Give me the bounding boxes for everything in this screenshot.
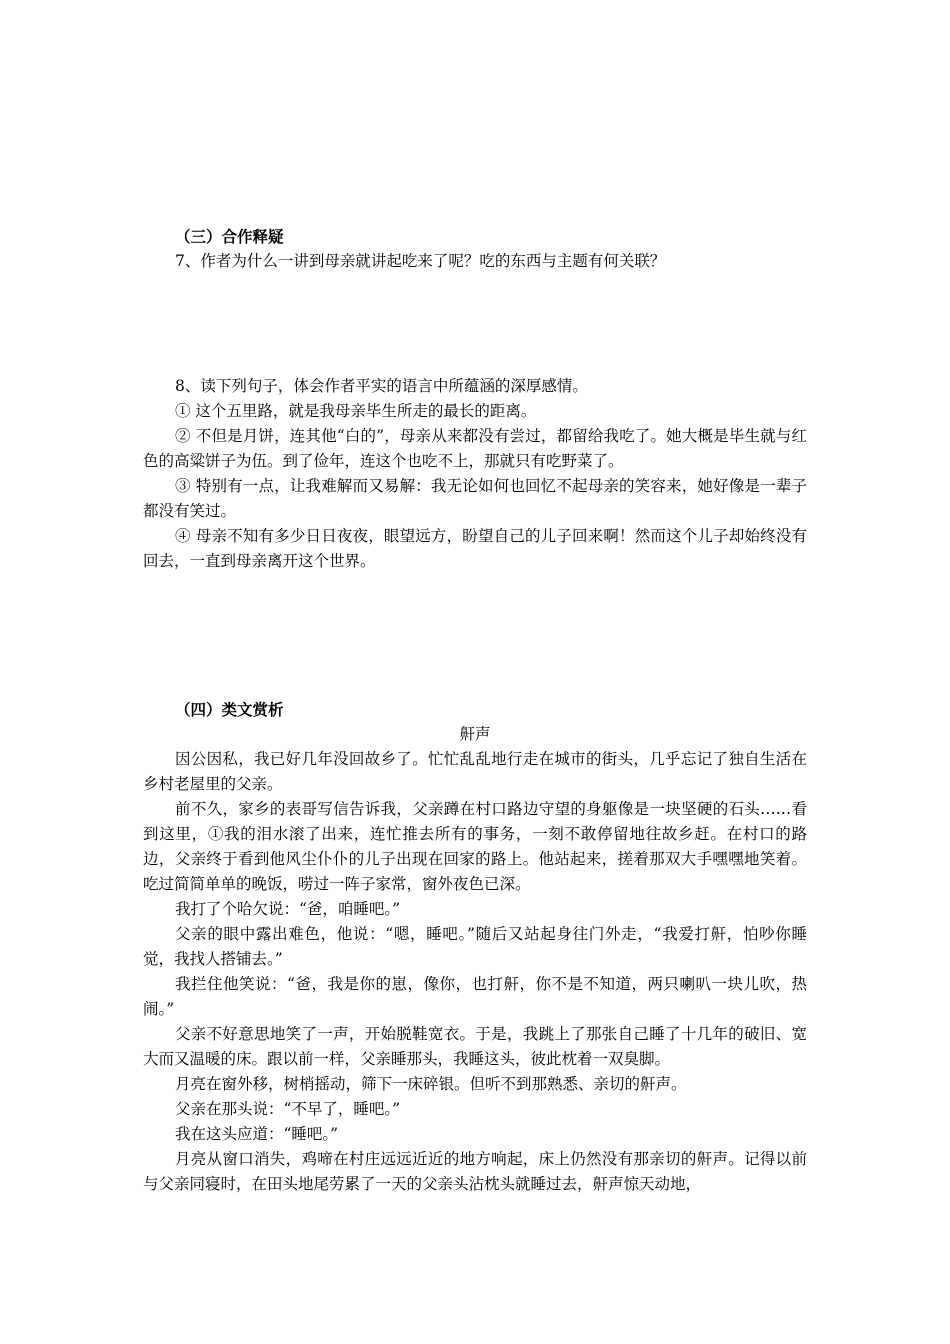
story	[143, 722, 807, 1197]
story-title: 鼾声	[459, 725, 491, 743]
story-paragraph: 我打了个哈欠说：“爸，咱睡吧。”	[175, 900, 401, 918]
story-paragraph: 因公因私，我已好几年没回故乡了。忙忙乱乱地行走在城市的街头，几乎忘记了独自生活在乡村老屋里的父亲。	[143, 750, 807, 793]
sentence-3: ③ 特别有一点，让我难解而又易解：我无论如何也回忆不起母亲的笑容来，她好像是一辈子都没有笑过。	[143, 477, 807, 520]
story-paragraph: 月亮从窗口消失，鸡啼在村庄远远近近的地方响起，床上仍然没有那亲切的鼾声。记得以前与父亲同寝时，在田头地尾劳累了一天的父亲头沾枕头就睡过去，鼾声惊天动地，	[143, 1150, 807, 1193]
section-3-heading: （三）合作释疑	[175, 227, 284, 246]
story-paragraph: 父亲在那头说：“不早了，睡吧。”	[175, 1100, 401, 1118]
sentence-1: ① 这个五里路，就是我母亲毕生所走的最长的距离。	[175, 402, 537, 420]
question-7	[143, 249, 807, 274]
story-paragraph: 父亲不好意思地笑了一声，开始脱鞋宽衣。于是，我跳上了那张自己睡了十几年的破旧、宽大而又温暖的床。跟以前一样，父亲睡那头，我睡这头，彼此枕着一双臭脚。	[143, 1025, 807, 1068]
story-paragraph: 我拦住他笑说：“爸，我是你的崽，像你，也打鼾，你不是不知道，两只喇叭一块儿吹，热闹。”	[143, 975, 807, 1018]
question-8-intro: 8、读下列句子，体会作者平实的语言中所蕴涵的深厚感情。	[175, 377, 588, 395]
story-paragraph: 父亲的眼中露出难色，他说：“嗯，睡吧。”随后又站起身往门外走，“我爱打鼾，怕吵你睡觉，我找人搭铺去。”	[143, 925, 807, 968]
story-paragraph: 前不久，家乡的表哥写信告诉我，父亲蹲在村口路边守望的身躯像是一块坚硬的石头……看到这里，①我的泪水滚了出来，连忙推去所有的事务，一刻不敢停留地往故乡赶。在村口的路边，父亲终于看到他风尘仆仆的儿子出现在回家的路上。他站起来，搓着那双大手嘿嘿地笑着。吃过简简单单的晚饭，唠过一阵子家常，窗外夜色已深。	[143, 800, 807, 893]
section-4-heading: （四）类文赏析	[175, 700, 284, 719]
question-7-text: 7、作者为什么一讲到母亲就讲起吃来了呢？吃的东西与主题有何关联？	[175, 252, 666, 270]
sentence-4: ④ 母亲不知有多少日日夜夜，眼望远方，盼望自己的儿子回来啊！然而这个儿子却始终没有回去，一直到母亲离开这个世界。	[143, 527, 807, 570]
sentence-2: ② 不但是月饼，连其他“白的”，母亲从来都没有尝过，都留给我吃了。她大概是毕生就与红色的高粱饼子为伍。到了俭年，连这个也吃不上，那就只有吃野菜了。	[143, 427, 807, 470]
question-8	[143, 374, 807, 574]
story-paragraph: 我在这头应道：“睡吧。”	[175, 1125, 339, 1143]
story-paragraph: 月亮在窗外移，树梢摇动，筛下一床碎银。但听不到那熟悉、亲切的鼾声。	[175, 1075, 687, 1093]
